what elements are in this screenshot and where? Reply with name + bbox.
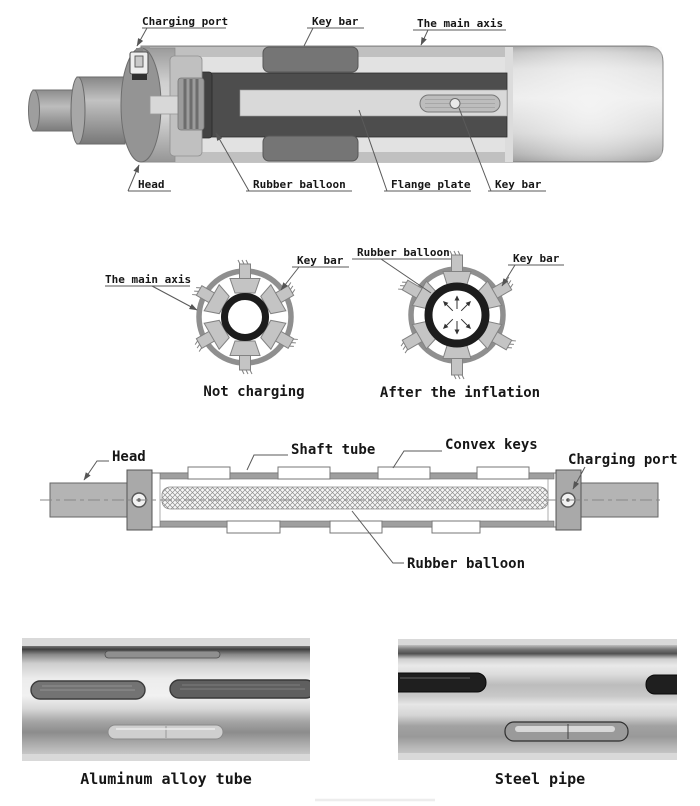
wall-bar xyxy=(160,521,227,527)
caption-not-charging: Not charging xyxy=(203,384,305,400)
valve-nub xyxy=(136,48,143,52)
label-shaft-tube: Shaft tube xyxy=(291,442,376,458)
balloon-strip xyxy=(162,487,548,509)
key-bar xyxy=(230,341,260,374)
slot-top xyxy=(105,651,220,658)
convex-keys-bottom xyxy=(227,521,480,533)
head-assembly xyxy=(121,48,204,162)
wall-bar xyxy=(280,521,330,527)
wall-bar xyxy=(480,521,554,527)
convex-key xyxy=(378,467,430,479)
leader-key-bar-right-2 xyxy=(502,265,515,286)
key-block-top xyxy=(263,47,358,72)
charging-valve xyxy=(130,48,148,80)
head-connector xyxy=(150,96,180,114)
photo-steel-content xyxy=(388,645,700,753)
label-rubber-balloon-2: Rubber balloon xyxy=(357,246,450,259)
shaft-outer-cap xyxy=(71,77,85,144)
leader-key-bar-top xyxy=(304,28,313,46)
label-key-bar-bottom: Key bar xyxy=(495,178,542,191)
label-rubber-balloon: Rubber balloon xyxy=(253,178,346,191)
convex-key xyxy=(477,467,529,479)
flange-plate xyxy=(240,90,507,116)
label-convex-keys: Convex keys xyxy=(445,437,538,453)
convex-key xyxy=(227,521,280,533)
balloon-ring-deflated xyxy=(225,297,266,338)
convex-key xyxy=(330,521,382,533)
label-main-axis-2: The main axis xyxy=(105,273,192,286)
wall-bar xyxy=(529,473,554,479)
convex-key xyxy=(188,467,230,479)
main-tube-sheen xyxy=(512,47,662,161)
label-key-bar-right-2: Key bar xyxy=(513,252,560,265)
leader-convex-keys xyxy=(393,451,442,468)
key-block-bottom xyxy=(263,136,358,161)
label-charging-port: Charging port xyxy=(142,15,229,28)
slot-bottom-steel-highlight xyxy=(515,726,615,732)
leader-main-axis xyxy=(421,30,428,45)
leader-main-axis-2 xyxy=(152,286,197,310)
leader-key-bar-left-2 xyxy=(281,267,299,290)
label-key-bar-top: Key bar xyxy=(312,15,359,28)
wall-bar xyxy=(382,521,432,527)
label-main-axis: The main axis xyxy=(417,17,504,30)
caption-after-inflation: After the inflation xyxy=(379,385,541,401)
slot-left xyxy=(388,673,486,692)
shaft-inner-cap xyxy=(29,90,40,131)
key-bar xyxy=(230,260,260,293)
wall-bar xyxy=(430,473,477,479)
cutaway-view xyxy=(29,15,664,191)
wall-bar xyxy=(160,473,188,479)
label-head-3: Head xyxy=(112,449,146,465)
valve-band xyxy=(132,74,147,80)
leader-head-3 xyxy=(84,461,109,480)
convex-key xyxy=(278,467,330,479)
label-head: Head xyxy=(138,178,165,191)
caption-aluminum: Aluminum alloy tube xyxy=(80,770,252,788)
valve-core xyxy=(135,56,143,67)
leader-charging-port xyxy=(137,28,147,46)
key-slot-pin xyxy=(450,99,460,109)
cross-section-not-charging xyxy=(188,260,304,400)
photo-aluminum-content xyxy=(22,646,315,754)
label-flange-plate: Flange plate xyxy=(391,178,471,191)
cross-section-inflated xyxy=(380,251,540,401)
label-rubber-balloon-3: Rubber balloon xyxy=(407,556,526,572)
label-key-bar-left-2: Key bar xyxy=(297,254,344,267)
ribbed-collar xyxy=(178,78,204,130)
photo-steel xyxy=(388,639,700,788)
wall-bar xyxy=(330,473,378,479)
label-charging-port-3: Charging port xyxy=(568,452,678,468)
photo-aluminum xyxy=(22,638,315,788)
side-section-view xyxy=(40,437,678,572)
convex-key xyxy=(432,521,480,533)
balloon-ring-inflated xyxy=(429,287,486,344)
caption-steel: Steel pipe xyxy=(494,770,586,788)
wall-bar xyxy=(230,473,278,479)
slot-right xyxy=(646,675,700,694)
